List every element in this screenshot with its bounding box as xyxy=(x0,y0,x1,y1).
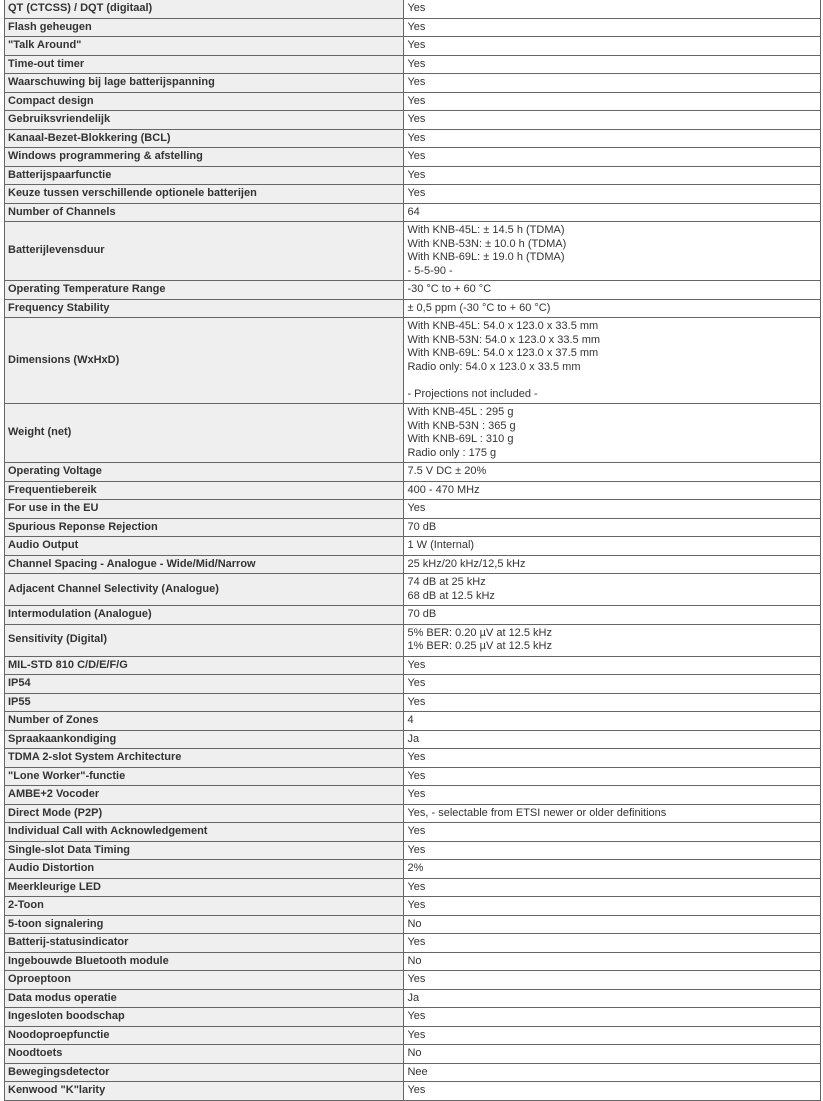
spec-value xyxy=(404,624,821,656)
spec-value xyxy=(404,1045,821,1064)
spec-value-line: Yes xyxy=(407,76,426,88)
spec-label: MIL-STD 810 C/D/E/F/G xyxy=(5,656,404,675)
spec-value-line: 64 xyxy=(407,205,420,218)
spec-value xyxy=(404,915,821,934)
spec-label: Individual Call with Acknowledgement xyxy=(5,823,404,842)
spec-label: IP55 xyxy=(5,693,404,712)
table-row xyxy=(5,37,821,56)
table-row xyxy=(5,624,821,656)
spec-label: Batterij-statusindicator xyxy=(5,934,404,953)
spec-value xyxy=(404,166,821,185)
spec-value-line: Radio only : 175 g xyxy=(407,446,497,459)
spec-label: Dimensions (WxHxD) xyxy=(5,318,404,404)
spec-value xyxy=(404,841,821,860)
table-row xyxy=(5,915,821,934)
table-row xyxy=(5,1063,821,1082)
spec-value-line: Yes xyxy=(407,57,426,70)
spec-value xyxy=(404,574,821,606)
spec-value-line: Yes xyxy=(407,94,426,107)
spec-value-line: With KNB-45L: ± 14.5 h (TDMA) xyxy=(407,224,565,236)
spec-value-line: Yes xyxy=(407,20,426,33)
spec-value xyxy=(404,767,821,786)
spec-label: Noodtoets xyxy=(5,1045,404,1064)
spec-value-line: With KNB-45L : 295 g xyxy=(407,406,514,418)
spec-label: Waarschuwing bij lage batterijspanning xyxy=(5,74,404,93)
table-row xyxy=(5,989,821,1008)
spec-value-line: With KNB-53N: 54.0 x 123.0 x 33.5 mm xyxy=(407,333,601,346)
spec-value xyxy=(404,481,821,500)
spec-value xyxy=(404,878,821,897)
spec-value xyxy=(404,786,821,805)
spec-value-line: With KNB-69L: 54.0 x 123.0 x 37.5 mm xyxy=(407,347,599,359)
table-row xyxy=(5,404,821,463)
table-row xyxy=(5,185,821,204)
table-row xyxy=(5,712,821,731)
spec-value-line: 4 xyxy=(407,714,414,726)
spec-value xyxy=(404,860,821,879)
spec-value-line: Yes xyxy=(407,769,426,782)
spec-value-line: Yes xyxy=(407,751,426,763)
spec-value xyxy=(404,971,821,990)
spec-value-line: 68 dB at 12.5 kHz xyxy=(407,589,495,602)
spec-value-line: Yes xyxy=(407,502,426,514)
spec-label: AMBE+2 Vocoder xyxy=(5,786,404,805)
table-row xyxy=(5,897,821,916)
table-row xyxy=(5,555,821,574)
spec-value-line: Yes xyxy=(407,936,426,948)
table-row xyxy=(5,299,821,318)
spec-label: Adjacent Channel Selectivity (Analogue) xyxy=(5,574,404,606)
table-row xyxy=(5,55,821,74)
spec-value xyxy=(404,749,821,768)
table-row xyxy=(5,1082,821,1101)
spec-value xyxy=(404,675,821,694)
spec-value-line: 1 W (Internal) xyxy=(407,539,475,551)
table-row xyxy=(5,203,821,222)
spec-value xyxy=(404,1008,821,1027)
spec-value-line: Ja xyxy=(407,732,420,745)
table-row xyxy=(5,0,821,18)
spec-value-line: -30 °C to + 60 °C xyxy=(407,283,492,295)
spec-label: Bewegingsdetector xyxy=(5,1063,404,1082)
table-row xyxy=(5,222,821,281)
spec-value-line: Yes xyxy=(407,39,426,51)
spec-value xyxy=(404,0,821,18)
spec-value xyxy=(404,823,821,842)
spec-value xyxy=(404,129,821,148)
table-row xyxy=(5,481,821,500)
table-row xyxy=(5,574,821,606)
table-row xyxy=(5,841,821,860)
table-row xyxy=(5,767,821,786)
spec-label: Ingebouwde Bluetooth module xyxy=(5,952,404,971)
spec-label: Batterijspaarfunctie xyxy=(5,166,404,185)
spec-table-container xyxy=(4,0,821,1101)
spec-value xyxy=(404,463,821,482)
spec-value-line xyxy=(407,374,817,388)
spec-value-line: 2% xyxy=(407,862,424,874)
spec-value xyxy=(404,92,821,111)
spec-table xyxy=(4,0,821,1101)
spec-value-line: Yes xyxy=(407,899,426,911)
spec-value xyxy=(404,74,821,93)
table-row xyxy=(5,318,821,404)
table-row xyxy=(5,74,821,93)
spec-label: Meerkleurige LED xyxy=(5,878,404,897)
table-row xyxy=(5,537,821,556)
spec-label: Noodoproepfunctie xyxy=(5,1026,404,1045)
spec-value-line: Yes xyxy=(407,880,426,893)
spec-value xyxy=(404,656,821,675)
spec-value-line: Yes, - selectable from ETSI newer or older definitions xyxy=(407,806,667,819)
spec-label: Data modus operatie xyxy=(5,989,404,1008)
spec-label: Spurious Reponse Rejection xyxy=(5,518,404,537)
spec-label: IP54 xyxy=(5,675,404,694)
spec-value-line: Yes xyxy=(407,973,426,985)
spec-value xyxy=(404,712,821,731)
table-row xyxy=(5,500,821,519)
spec-label: Kanaal-Bezet-Blokkering (BCL) xyxy=(5,129,404,148)
spec-value xyxy=(404,404,821,463)
spec-value-line: Yes xyxy=(407,677,426,689)
spec-value xyxy=(404,555,821,574)
spec-value-line: Yes xyxy=(407,695,426,708)
spec-value-line: - Projections not included - xyxy=(407,387,538,400)
spec-value-line: With KNB-69L: ± 19.0 h (TDMA) xyxy=(407,251,565,263)
spec-value-line: With KNB-45L: 54.0 x 123.0 x 33.5 mm xyxy=(407,320,599,332)
spec-value xyxy=(404,500,821,519)
spec-label: Channel Spacing - Analogue - Wide/Mid/Narrow xyxy=(5,555,404,574)
spec-value xyxy=(404,537,821,556)
table-row xyxy=(5,148,821,167)
spec-value-line: ± 0,5 ppm (-30 °C to + 60 °C) xyxy=(407,301,551,314)
spec-label: For use in the EU xyxy=(5,500,404,519)
table-row xyxy=(5,518,821,537)
table-row xyxy=(5,129,821,148)
spec-label: "Lone Worker"-functie xyxy=(5,767,404,786)
spec-value xyxy=(404,222,821,281)
spec-value xyxy=(404,203,821,222)
spec-label: Flash geheugen xyxy=(5,18,404,37)
table-row xyxy=(5,749,821,768)
table-row xyxy=(5,281,821,300)
table-row xyxy=(5,860,821,879)
spec-value-line: Yes xyxy=(407,150,426,162)
table-row xyxy=(5,934,821,953)
spec-label: 2-Toon xyxy=(5,897,404,916)
spec-value xyxy=(404,281,821,300)
spec-label: Audio Output xyxy=(5,537,404,556)
spec-value xyxy=(404,1026,821,1045)
spec-value-line: 25 kHz/20 kHz/12,5 kHz xyxy=(407,557,526,570)
spec-value-line: Yes xyxy=(407,658,426,671)
spec-value xyxy=(404,606,821,625)
table-row xyxy=(5,971,821,990)
spec-label: Number of Zones xyxy=(5,712,404,731)
spec-value-line: Yes xyxy=(407,843,426,856)
spec-label: Batterijlevensduur xyxy=(5,222,404,281)
spec-table-body xyxy=(5,0,821,1100)
spec-value xyxy=(404,934,821,953)
spec-value-line: Ja xyxy=(407,991,420,1004)
spec-label: Operating Voltage xyxy=(5,463,404,482)
table-row xyxy=(5,606,821,625)
spec-label: Frequentiebereik xyxy=(5,481,404,500)
spec-value xyxy=(404,518,821,537)
spec-value xyxy=(404,18,821,37)
spec-value-line: Yes xyxy=(407,1028,426,1041)
spec-value xyxy=(404,1082,821,1101)
spec-label: Compact design xyxy=(5,92,404,111)
spec-label: Direct Mode (P2P) xyxy=(5,804,404,823)
spec-label: Keuze tussen verschillende optionele batterijen xyxy=(5,185,404,204)
spec-label: Sensitivity (Digital) xyxy=(5,624,404,656)
spec-value-line: - 5-5-90 - xyxy=(407,264,453,277)
table-row xyxy=(5,804,821,823)
spec-value xyxy=(404,952,821,971)
spec-label: Number of Channels xyxy=(5,203,404,222)
spec-value-line: Yes xyxy=(407,131,426,144)
spec-value-line: 400 - 470 MHz xyxy=(407,483,480,496)
spec-value-line: 7.5 V DC ± 20% xyxy=(407,465,487,477)
spec-label: Oproeptoon xyxy=(5,971,404,990)
spec-value-line: Yes xyxy=(407,2,426,14)
table-row xyxy=(5,18,821,37)
spec-value-line: With KNB-53N : 365 g xyxy=(407,419,516,432)
spec-label: Frequency Stability xyxy=(5,299,404,318)
spec-value-line: Yes xyxy=(407,1010,426,1022)
spec-value xyxy=(404,318,821,404)
spec-value xyxy=(404,111,821,130)
table-row xyxy=(5,111,821,130)
spec-label: 5-toon signalering xyxy=(5,915,404,934)
table-row xyxy=(5,878,821,897)
spec-value-line: Yes xyxy=(407,168,426,181)
spec-value-line: Yes xyxy=(407,825,426,837)
spec-label: TDMA 2-slot System Architecture xyxy=(5,749,404,768)
spec-value-line: No xyxy=(407,954,422,967)
spec-value xyxy=(404,730,821,749)
table-row xyxy=(5,675,821,694)
table-row xyxy=(5,786,821,805)
spec-value-line: No xyxy=(407,1047,422,1059)
spec-value-line: 70 dB xyxy=(407,608,437,620)
spec-value-line: With KNB-69L : 310 g xyxy=(407,433,514,445)
spec-label: Windows programmering & afstelling xyxy=(5,148,404,167)
table-row xyxy=(5,1045,821,1064)
table-row xyxy=(5,656,821,675)
spec-value-line: With KNB-53N: ± 10.0 h (TDMA) xyxy=(407,237,567,250)
table-row xyxy=(5,92,821,111)
spec-value xyxy=(404,804,821,823)
spec-value-line: Radio only: 54.0 x 123.0 x 33.5 mm xyxy=(407,360,581,373)
spec-value xyxy=(404,299,821,318)
spec-label: "Talk Around" xyxy=(5,37,404,56)
table-row xyxy=(5,952,821,971)
spec-value-line: Yes xyxy=(407,788,426,800)
spec-value xyxy=(404,897,821,916)
spec-label: Time-out timer xyxy=(5,55,404,74)
spec-value xyxy=(404,693,821,712)
spec-label: Kenwood "K"larity xyxy=(5,1082,404,1101)
spec-value xyxy=(404,1063,821,1082)
spec-value-line: Yes xyxy=(407,113,426,125)
spec-label: Operating Temperature Range xyxy=(5,281,404,300)
spec-value xyxy=(404,55,821,74)
table-row xyxy=(5,730,821,749)
spec-label: Ingesloten boodschap xyxy=(5,1008,404,1027)
spec-label: Audio Distortion xyxy=(5,860,404,879)
spec-value-line: Yes xyxy=(407,187,426,199)
table-row xyxy=(5,693,821,712)
table-row xyxy=(5,463,821,482)
spec-value xyxy=(404,185,821,204)
spec-value xyxy=(404,148,821,167)
spec-value-line: 1% BER: 0.25 µV at 12.5 kHz xyxy=(407,640,552,652)
spec-value-line: Yes xyxy=(407,1084,426,1096)
spec-label: Intermodulation (Analogue) xyxy=(5,606,404,625)
table-row xyxy=(5,166,821,185)
spec-value-line: 74 dB at 25 kHz xyxy=(407,576,486,588)
spec-value-line: 5% BER: 0.20 µV at 12.5 kHz xyxy=(407,626,552,639)
spec-label: Weight (net) xyxy=(5,404,404,463)
spec-value-line: 70 dB xyxy=(407,520,437,533)
table-row xyxy=(5,823,821,842)
spec-label: QT (CTCSS) / DQT (digitaal) xyxy=(5,0,404,18)
spec-label: Spraakaankondiging xyxy=(5,730,404,749)
spec-value xyxy=(404,37,821,56)
spec-value-line: Nee xyxy=(407,1065,428,1078)
table-row xyxy=(5,1008,821,1027)
spec-label: Gebruiksvriendelijk xyxy=(5,111,404,130)
spec-value xyxy=(404,989,821,1008)
spec-value-line: No xyxy=(407,917,422,930)
table-row xyxy=(5,1026,821,1045)
spec-label: Single-slot Data Timing xyxy=(5,841,404,860)
